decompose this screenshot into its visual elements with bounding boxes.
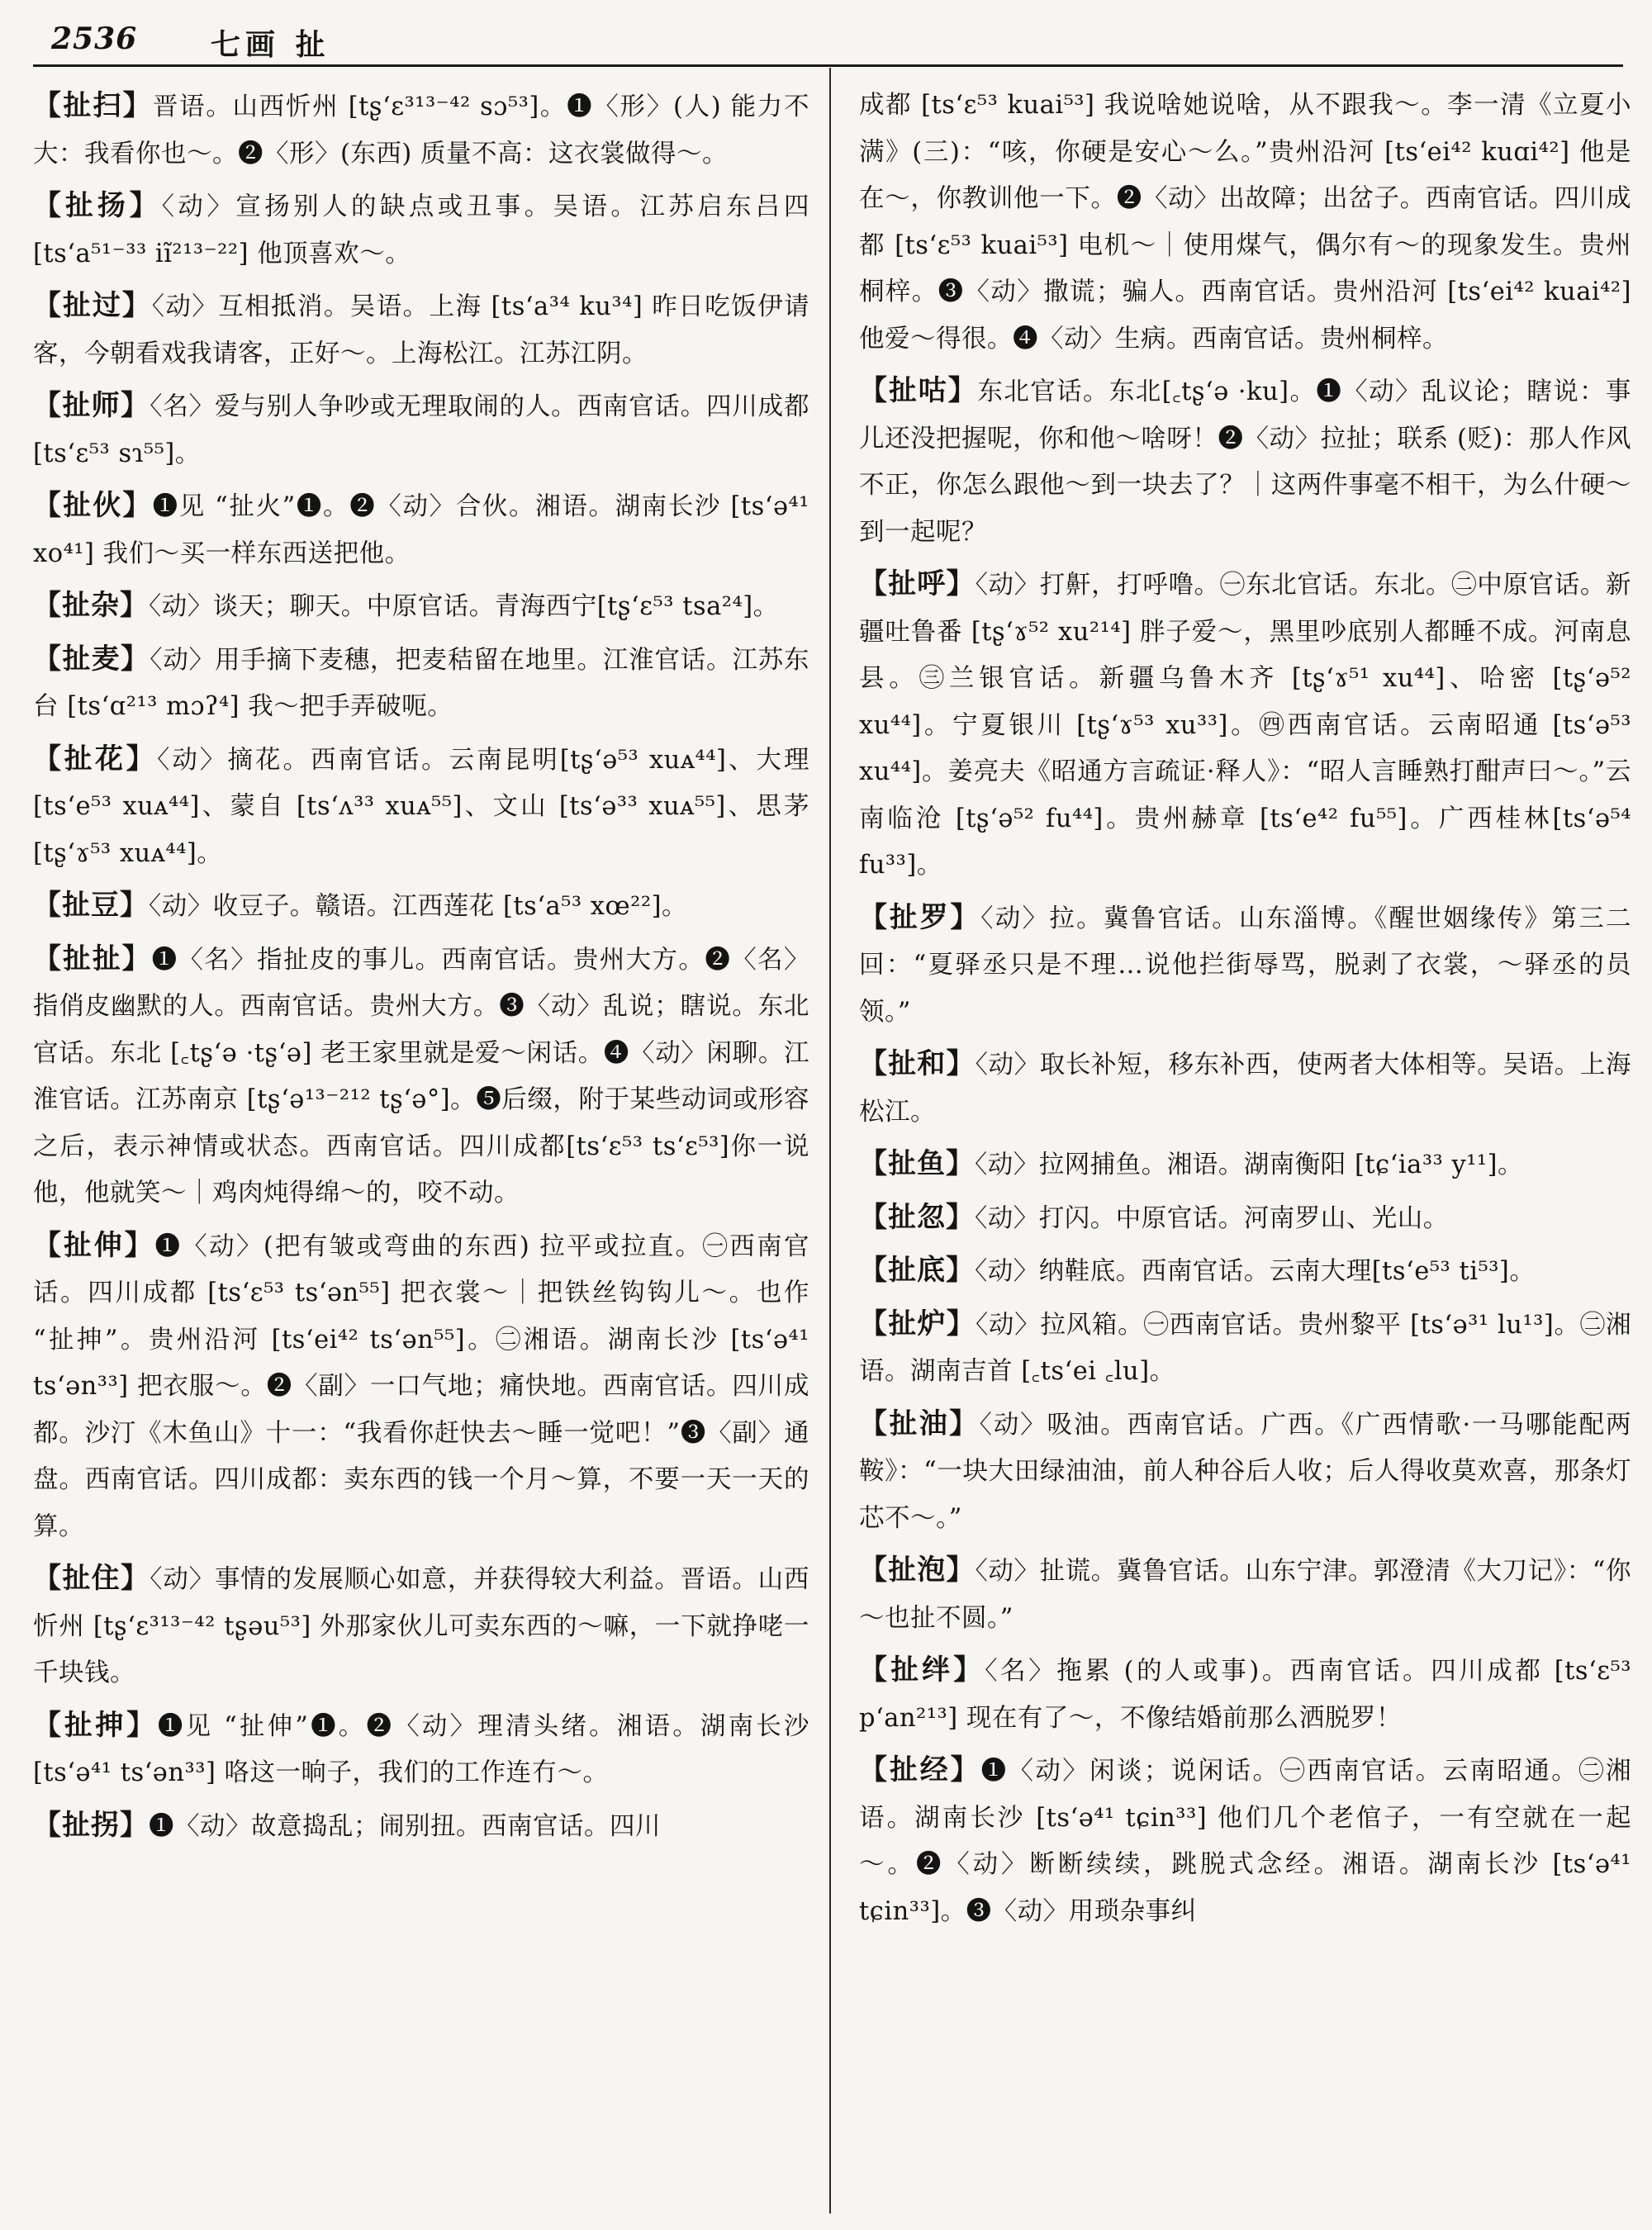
entry-definition: 〈动〉事情的发展顺心如意，并获得较大利益。晋语。山西忻州 [tʂʻɛ³¹³⁻⁴² tʂəu⁵³] 外那家伙儿可卖东西的～嘛，一下就挣咾一千块钱。 <box>33 1565 809 1687</box>
entry-headword: 【扯底】 <box>859 1254 975 1287</box>
dictionary-entry <box>859 1041 1631 1136</box>
dictionary-entry <box>33 1222 809 1551</box>
entry-definition: ❶〈动〉闲谈；说闲话。㊀西南官话。云南昭通。㊁湘语。湖南长沙 [tsʻə⁴¹ tɕin³³] 他们几个老倌子，一有空就在一起～。❷〈动〉断断续续，跳脱式念经。湘语。湖南长沙 [tsʻə⁴¹ tɕin³³]。❸〈动〉用琐杂事纠 <box>859 1757 1631 1926</box>
entry-definition: 晋语。山西忻州 [tʂʻɛ³¹³⁻⁴² sɔ⁵³]。❶〈形〉(人) 能力不大：我看你也～。❷〈形〉(东西) 质量不高：这衣裳做得～。 <box>33 93 809 168</box>
dictionary-entry <box>33 1802 809 1851</box>
dictionary-entry <box>33 183 809 278</box>
dictionary-entry <box>859 1401 1631 1543</box>
dictionary-entry <box>859 1141 1631 1189</box>
dictionary-entry <box>859 1747 1631 1935</box>
entry-headword: 【扯扬】 <box>33 189 162 222</box>
dictionary-entry <box>859 368 1631 556</box>
dictionary-entry <box>859 1194 1631 1243</box>
entry-definition: 〈动〉用手摘下麦穗，把麦秸留在地里。江淮官话。江苏东台 [tsʻɑ²¹³ mɔʔ⁴] 我～把手弄破呃。 <box>33 645 809 721</box>
entry-headword: 【扯罗】 <box>859 900 981 934</box>
entry-headword: 【扯住】 <box>33 1562 150 1595</box>
dictionary-entry <box>33 1702 809 1797</box>
entry-headword: 【扯拐】 <box>33 1808 149 1842</box>
entry-definition: 〈动〉互相抵消。吴语。上海 [tsʻa³⁴ ku³⁴] 昨日吃饭伊请客，今朝看戏我请客，正好～。上海松江。江苏江阴。 <box>33 292 809 368</box>
dictionary-entry <box>33 736 809 878</box>
entry-headword: 【扯伙】 <box>33 489 153 522</box>
entry-definition: ❶见 “扯火”❶。❷〈动〉合伙。湘语。湖南长沙 [tsʻə⁴¹ xo⁴¹] 我们～买一样东西送把他。 <box>33 492 809 568</box>
entry-headword: 【扯绊】 <box>859 1654 985 1687</box>
entry-definition: ❶〈名〉指扯皮的事儿。西南官话。贵州大方。❷〈名〉指俏皮幽默的人。西南官话。贵州大方。❸〈动〉乱说；瞎说。东北官话。东北 [꜀tʂʻə ·tʂʻə] 老王家里就是爱～闲话。❹〈动〉闲聊。江淮官话。江苏南京 [tʂʻə¹³⁻²¹² tʂʻə°]。❺后缀，附于某些动词或形容之后，表示神情或状态。西南官话。四川成都[tsʻɛ⁵³ tsʻɛ⁵³]你一说他，他就笑～｜鸡肉炖得绵～的，咬不动。 <box>33 945 809 1208</box>
dictionary-entry <box>33 882 809 931</box>
entry-definition: 〈动〉谈天；聊天。中原官话。青海西宁[tʂʻɛ⁵³ tsa²⁴]。 <box>149 592 779 621</box>
entry-definition: 成都 [tsʻɛ⁵³ kuai⁵³] 我说啥她说啥，从不跟我～。李一清《立夏小满》(三)：“咳，你硬是安心～么。”贵州沿河 [tsʻei⁴² kuɑi⁴²] 他是在～，你教训他一下。❷〈动〉出故障；出岔子。西南官话。四川成都 [tsʻɛ⁵³ kuai⁵³] 电机～｜使用煤气，偶尔有～的现象发生。贵州桐梓。❸〈动〉撒谎；骗人。西南官话。贵州沿河 [tsʻei⁴² kuai⁴²] 他爱～得很。❹〈动〉生病。西南官话。贵州桐梓。 <box>859 91 1631 353</box>
dictionary-entry <box>859 1647 1631 1742</box>
entry-definition: 〈动〉吸油。西南官话。广西。《广西情歌·一马哪能配两鞍》：“一块大田绿油油，前人种谷后人收；后人得收莫欢喜，那条灯芯不～。” <box>859 1410 1631 1533</box>
entry-headword: 【扯麦】 <box>33 642 150 676</box>
entry-headword: 【扯咕】 <box>859 374 978 407</box>
entry-definition: 〈动〉拉风箱。㊀西南官话。贵州黎平 [tsʻə³¹ lu¹³]。㊁湘语。湖南吉首 [꜀tsʻei ꜀lu]。 <box>859 1310 1631 1386</box>
entry-headword: 【扯鱼】 <box>859 1147 975 1180</box>
entry-headword: 【扯师】 <box>33 389 150 422</box>
entry-headword: 【扯扯】 <box>33 942 152 975</box>
dictionary-entry <box>33 83 809 178</box>
dictionary-entry <box>33 936 809 1217</box>
entry-headword: 【扯杂】 <box>33 589 149 622</box>
entry-definition: 〈动〉打闪。中原官话。河南罗山、光山。 <box>975 1203 1449 1233</box>
page-number: 2536 <box>51 21 138 56</box>
entry-definition: 〈名〉爱与别人争吵或无理取闹的人。西南官话。四川成都 [tsʻɛ⁵³ sɿ⁵⁵]。 <box>33 392 809 468</box>
entry-headword: 【扯泡】 <box>859 1554 976 1587</box>
entry-definition: 〈名〉拖累 (的人或事)。西南官话。四川成都 [tsʻɛ⁵³ pʻan²¹³] 现在有了～，不像结婚前那么洒脱罗！ <box>859 1657 1631 1733</box>
entry-headword: 【扯和】 <box>859 1047 976 1080</box>
entry-headword: 【扯过】 <box>33 289 152 322</box>
entry-headword: 【扯忽】 <box>859 1200 975 1234</box>
dictionary-entry <box>859 83 1631 363</box>
dictionary-entry <box>859 894 1631 1037</box>
right-column <box>859 83 1631 2213</box>
entry-headword: 【扯炉】 <box>859 1307 976 1340</box>
dictionary-entry <box>33 482 809 577</box>
dictionary-entry <box>859 1247 1631 1296</box>
dictionary-entry <box>859 1301 1631 1396</box>
entry-definition: 〈动〉拉网捕鱼。湘语。湖南衡阳 [tɕʻia³³ y¹¹]。 <box>975 1151 1524 1179</box>
dictionary-entry <box>33 636 809 731</box>
entry-headword: 【扯油】 <box>859 1407 980 1440</box>
entry-definition: 〈动〉摘花。西南官话。云南昆明[tʂʻə⁵³ xuᴀ⁴⁴]、大理 [tsʻe⁵³ xuᴀ⁴⁴]、蒙自 [tsʻʌ³³ xuᴀ⁵⁵]、文山 [tsʻə³³ xuᴀ⁵⁵]、思茅 [tʂʻɤ⁵³ xuᴀ⁴⁴]。 <box>33 745 809 868</box>
dictionary-entry <box>33 582 809 631</box>
entry-definition: ❶〈动〉(把有皱或弯曲的东西) 拉平或拉直。㊀西南官话。四川成都 [tsʻɛ⁵³ tsʻən⁵⁵] 把衣裳～｜把铁丝钩钩儿～。也作 “扯抻”。贵州沿河 [tsʻei⁴² tsʻən⁵⁵]。㊁湘语。湖南长沙 [tsʻə⁴¹ tsʻən³³] 把衣服～。❷〈副〉一口气地；痛快地。西南官话。四川成都。沙汀《木鱼山》十一：“我看你赶快去～睡一觉吧！”❸〈副〉通盘。西南官话。四川成都：卖东西的钱一个月～算，不要一天一天的算。 <box>33 1231 809 1541</box>
entry-definition: 〈动〉打鼾，打呼噜。㊀东北官话。东北。㊁中原官话。新疆吐鲁番 [tʂʻɤ⁵² xu²¹⁴] 胖子爱～，黑里吵底别人都睡不成。河南息县。㊂兰银官话。新疆乌鲁木齐 [tʂʻɤ⁵¹ xu⁴⁴]、哈密 [tʂʻə⁵² xu⁴⁴]。宁夏银川 [tʂʻɤ⁵³ xu³³]。㊃西南官话。云南昭通 [tsʻə⁵³ xu⁴⁴]。姜亮夫《昭通方言疏证·释人》：“昭人言睡熟打酣声曰～。”云南临沧 [tʂʻə⁵² fu⁴⁴]。贵州赫章 [tsʻe⁴² fu⁵⁵]。广西桂林[tsʻə⁵⁴ fu³³]。 <box>859 571 1631 880</box>
entry-definition: 东北官话。东北[꜀tʂʻə ·ku]。❶〈动〉乱议论；瞎说：事儿还没把握呢，你和他～啥呀！❷〈动〉拉扯；联系 (贬)：那人作风不正，你怎么跟他～到一块去了？｜这两件事毫不相干，为么什硬～到一起呢？ <box>859 377 1631 547</box>
entry-headword: 【扯抻】 <box>33 1708 158 1742</box>
left-column <box>33 83 809 2213</box>
dictionary-entry <box>33 282 809 377</box>
entry-definition: 〈动〉扯谎。冀鲁官话。山东宁津。郭澄清《大刀记》：“你～也扯不圆。” <box>859 1557 1631 1633</box>
entry-headword: 【扯伸】 <box>33 1228 155 1262</box>
dictionary-entry <box>33 1555 809 1697</box>
entry-definition: 〈动〉纳鞋底。西南官话。云南大理[tsʻe⁵³ ti⁵³]。 <box>975 1257 1536 1286</box>
dictionary-entry <box>859 1547 1631 1642</box>
dictionary-entry <box>859 561 1631 890</box>
entry-definition: 〈动〉宣扬别人的缺点或丑事。吴语。江苏启东吕四 [tsʻa⁵¹⁻³³ iĩ²¹³⁻²²] 他顶喜欢～。 <box>33 192 809 268</box>
page-header <box>33 17 1623 67</box>
entry-headword: 【扯豆】 <box>33 889 149 922</box>
entry-definition: 〈动〉拉。冀鲁官话。山东淄博。《醒世姻缘传》第三二回：“夏驿丞只是不理…说他拦街辱骂，脱剥了衣裳，～驿丞的员领。” <box>859 904 1631 1027</box>
entry-headword: 【扯经】 <box>859 1753 981 1786</box>
entry-headword: 【扯呼】 <box>859 567 976 600</box>
entry-definition: 〈动〉取长补短，移东补西，使两者大体相等。吴语。上海松江。 <box>859 1051 1631 1127</box>
dictionary-entry <box>33 382 809 477</box>
entry-headword: 【扯花】 <box>33 742 158 776</box>
section-title: 七画 扯 <box>211 27 330 62</box>
entry-definition: ❶〈动〉故意捣乱；闹别扭。西南官话。四川 <box>149 1811 661 1841</box>
entry-definition: 〈动〉收豆子。赣语。江西莲花 [tsʻa⁵³ xœ²²]。 <box>149 892 687 921</box>
column-divider <box>829 68 831 2213</box>
entry-headword: 【扯扫】 <box>33 89 153 122</box>
entry-definition: ❶见 “扯伸”❶。❷〈动〉理清头绪。湘语。湖南长沙 [tsʻə⁴¹ tsʻən³³] 咯这一晌子，我们的工作连冇～。 <box>33 1711 809 1787</box>
